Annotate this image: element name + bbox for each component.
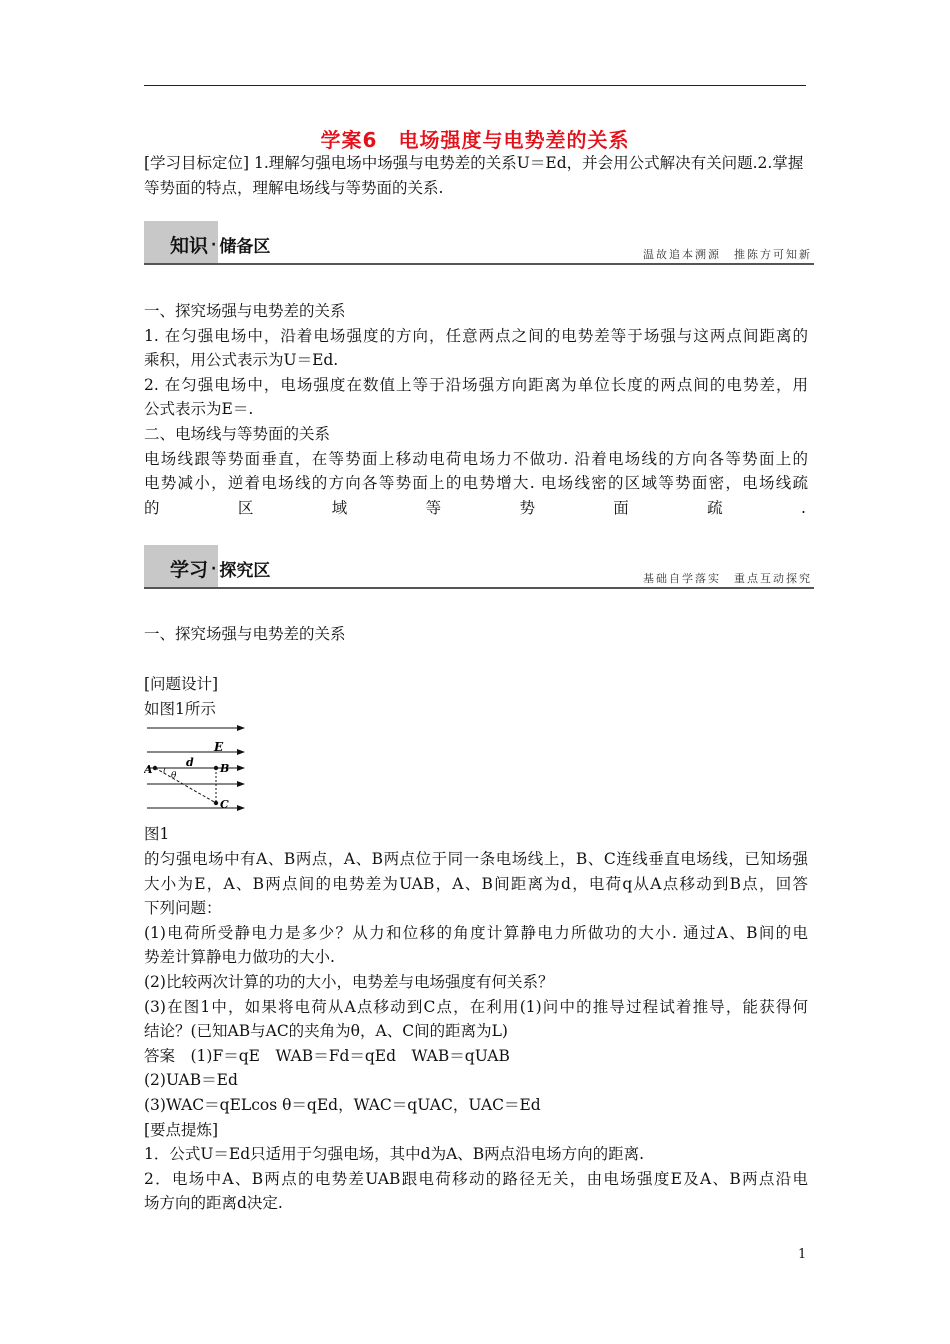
banner-main: 学习 [170, 559, 209, 581]
banner-heading [170, 231, 270, 258]
text-line: 场方向的距离d决定. [144, 1194, 283, 1213]
key-points-label: [要点提炼] [144, 1120, 219, 1139]
header-rule [144, 85, 806, 86]
learning-objective: [学习目标定位] 1.理解匀强电场中场强与电势差的关系U＝Ed，并会用公式解决有关问题.2.掌握等势面的特点，理解电场线与等势面的关系. [144, 154, 804, 197]
text-line: (2)比较两次计算的功的大小，电势差与电场强度有何关系？ [144, 972, 554, 991]
angle-arc [164, 768, 165, 773]
text-line: 2. 在匀强电场中，电场强度在数值上等于沿场强方向距离为单位长度的两点间的电势差，用 [144, 375, 808, 394]
page-title: 学案6 电场强度与电势差的关系 [320, 128, 630, 152]
spread-line [144, 496, 808, 521]
page-number: 1 [798, 1247, 807, 1262]
answer-line: (3)WAC＝qELcos θ＝qEd，WAC＝qUAC，UAC＝Ed [144, 1095, 541, 1114]
spread-char: 疏 [707, 498, 723, 517]
section-banner-study [144, 545, 814, 589]
text-line: 下列问题： [144, 899, 222, 918]
text-line: 公式表示为E＝. [144, 400, 254, 419]
spread-char: 域 [331, 498, 348, 517]
label-theta: θ [171, 771, 177, 781]
section2-heading: 一、探究场强与电势差的关系 [144, 625, 346, 643]
text-line: 乘积，用公式表示为U＝Ed. [144, 351, 339, 370]
banner-slogan: 基础自学落实 重点互动探究 [643, 572, 812, 585]
text-line: 电势减小，逆着电场线的方向各等势面上的电势增大. 电场线密的区域等势面密，电场线疏 [144, 474, 808, 493]
banner-sub: 探究区 [219, 561, 271, 581]
text-line: 2．电场中A、B两点的电势差UAB跟电荷移动的路径无关，由电场强度E及A、B两点沿电 [144, 1169, 808, 1188]
point-b [214, 766, 218, 770]
text-line: 1. 在匀强电场中，沿着电场强度的方向，任意两点之间的电势差等于场强与这两点间距离的 [144, 326, 808, 345]
banner-slogan: 温故追本溯源 推陈方可知新 [643, 248, 812, 261]
text-line: 二、电场线与等势面的关系 [144, 424, 331, 443]
banner-sub: 储备区 [219, 237, 271, 257]
banner-main: 知识 [170, 235, 209, 257]
section1-body [144, 299, 808, 520]
section-banner-knowledge [144, 221, 814, 265]
answer-line: 答案 (1)F＝qE WAB＝Fd＝qEd WAB＝qUAB [144, 1046, 510, 1065]
text-line: 大小为E，A、B两点间的电势差为UAB，A、B间距离为d，电荷q从A点移动到B点，回答 [144, 874, 808, 893]
segment-ac [155, 768, 216, 803]
point-c [214, 801, 218, 805]
text-line: 一、探究场强与电势差的关系 [144, 302, 346, 320]
field-diagram [144, 720, 252, 816]
problem-label: [问题设计] [144, 675, 219, 693]
label-d: d [186, 756, 194, 769]
banner-dot: · [211, 561, 217, 577]
text-line: 结论？(已知AB与AC的夹角为θ，A、C间的距离为L) [144, 1022, 508, 1041]
answer-line: (2)UAB＝Ed [144, 1071, 238, 1090]
label-a: A [144, 763, 153, 776]
label-e: E [214, 740, 224, 754]
text-line: 电场线跟等势面垂直，在等势面上移动电荷电场力不做功. 沿着电场线的方向各等势面上的 [144, 449, 808, 468]
spread-char: 的 [144, 498, 160, 517]
text-line: 1．公式U＝Ed只适用于匀强电场，其中d为A、B两点沿电场方向的距离. [144, 1145, 645, 1164]
spread-char: . [801, 498, 806, 517]
text-line: 势差计算静电力做功的大小. [144, 948, 335, 967]
banner-heading [170, 555, 270, 582]
point-a [153, 766, 157, 770]
spread-char: 势 [519, 498, 535, 517]
text-line: (3)在图1中，如果将电荷从A点移动到C点，在利用(1)问中的推导过程试着推导，能获得何 [144, 997, 808, 1016]
banner-rule [144, 263, 814, 265]
text-line: (1)电荷所受静电力是多少？从力和位移的角度计算静电力所做功的大小. 通过A、B间的电 [144, 923, 808, 942]
spread-char: 等 [425, 498, 442, 517]
spread-char: 区 [237, 498, 254, 517]
figure-intro: 如图1所示 [144, 700, 216, 718]
banner-rule [144, 587, 814, 589]
label-b: B [220, 762, 230, 775]
figure-caption: 图1 [144, 825, 170, 843]
spread-char: 面 [613, 498, 629, 517]
banner-dot: · [211, 237, 217, 253]
text-line: 的匀强电场中有A、B两点，A、B两点位于同一条电场线上，B、C连线垂直电场线，已知场强 [144, 850, 808, 868]
section2-body [144, 847, 808, 1216]
label-c: C [220, 798, 229, 811]
